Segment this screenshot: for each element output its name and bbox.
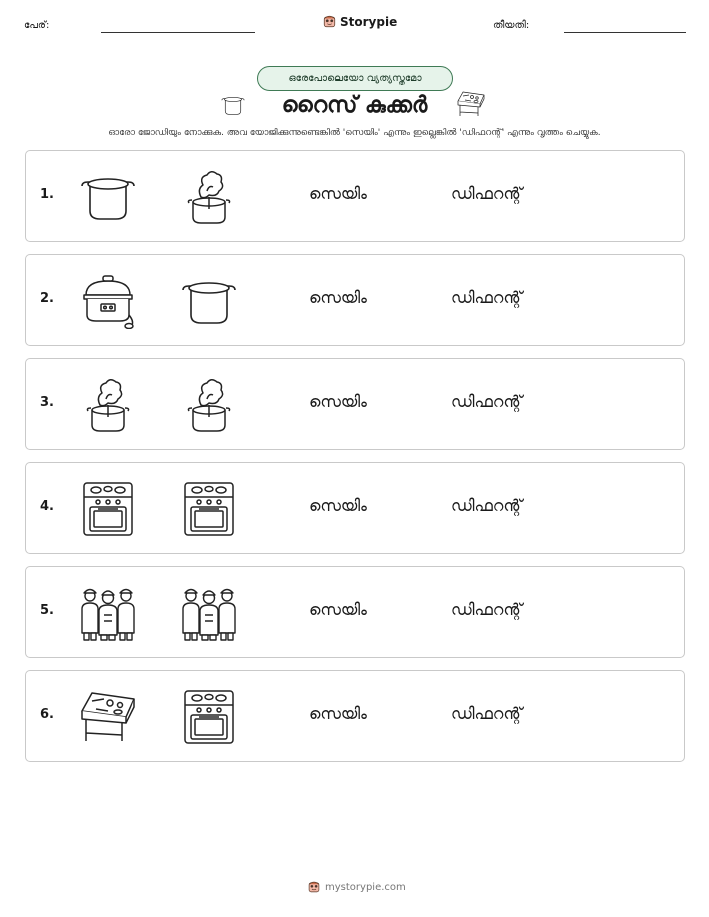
same-option[interactable]: സെയിം [309, 496, 367, 515]
same-option[interactable]: സെയിം [309, 600, 367, 619]
different-option[interactable]: ഡിഫറന്റ് [451, 392, 523, 411]
storypie-mascot-icon [322, 14, 337, 29]
brand-logo [322, 14, 397, 29]
kitchen-table-icon [78, 689, 138, 745]
same-option[interactable]: സെയിം [309, 288, 367, 307]
different-option[interactable]: ഡിഫറന്റ് [451, 704, 523, 723]
different-option[interactable]: ഡിഫറന്റ് [451, 184, 523, 203]
stove-icon [179, 481, 239, 537]
question-number: 1. [40, 187, 54, 202]
footer [307, 880, 406, 894]
brand-name: Storypie [340, 14, 398, 29]
page-title: റൈസ് കുക്കർ [281, 93, 428, 118]
same-option[interactable]: സെയിം [309, 704, 367, 723]
stove-icon [179, 689, 239, 745]
different-option[interactable]: ഡിഫറന്റ് [451, 496, 523, 515]
date-label: തീയതി: [493, 20, 530, 31]
steaming-pot-icon [78, 377, 138, 433]
footer-site[interactable]: mystorypie.com [325, 881, 406, 893]
same-option[interactable]: സെയിം [309, 184, 367, 203]
different-option[interactable]: ഡിഫറന്റ് [451, 288, 523, 307]
pot-icon [179, 273, 239, 329]
question-number: 5. [40, 603, 54, 618]
steaming-pot-icon [179, 377, 239, 433]
pot-icon [78, 169, 138, 225]
worksheet-type-badge: ഒരേപോലെയോ വ്യത്യസ്തമോ [257, 66, 453, 91]
question-row [25, 670, 685, 762]
question-row [25, 462, 685, 554]
stove-icon [78, 481, 138, 537]
question-number: 4. [40, 499, 54, 514]
name-label: പേര്: [24, 20, 50, 31]
instructions: ഓരോ ജോഡിയും നോക്കുക. അവ യോജിക്കുന്നുണ്ടെങ്കിൽ 'സെയിം' എന്നും ഇല്ലെങ്കിൽ 'ഡിഫറന്റ്' എന്നും വൃത്തം ചെയ്യുക. [108, 128, 601, 138]
question-row [25, 150, 685, 242]
question-number: 2. [40, 291, 54, 306]
date-field[interactable] [564, 32, 686, 33]
kitchen-table-icon [455, 90, 487, 118]
question-number: 6. [40, 707, 54, 722]
steaming-pot-icon [179, 169, 239, 225]
question-row [25, 566, 685, 658]
same-option[interactable]: സെയിം [309, 392, 367, 411]
chefs-icon [179, 585, 239, 641]
question-row [25, 254, 685, 346]
question-number: 3. [40, 395, 54, 410]
chefs-icon [78, 585, 138, 641]
different-option[interactable]: ഡിഫറന്റ് [451, 600, 523, 619]
name-field[interactable] [101, 32, 255, 33]
rice-cooker-icon [78, 273, 138, 329]
storypie-mascot-icon [307, 880, 321, 894]
question-row [25, 358, 685, 450]
